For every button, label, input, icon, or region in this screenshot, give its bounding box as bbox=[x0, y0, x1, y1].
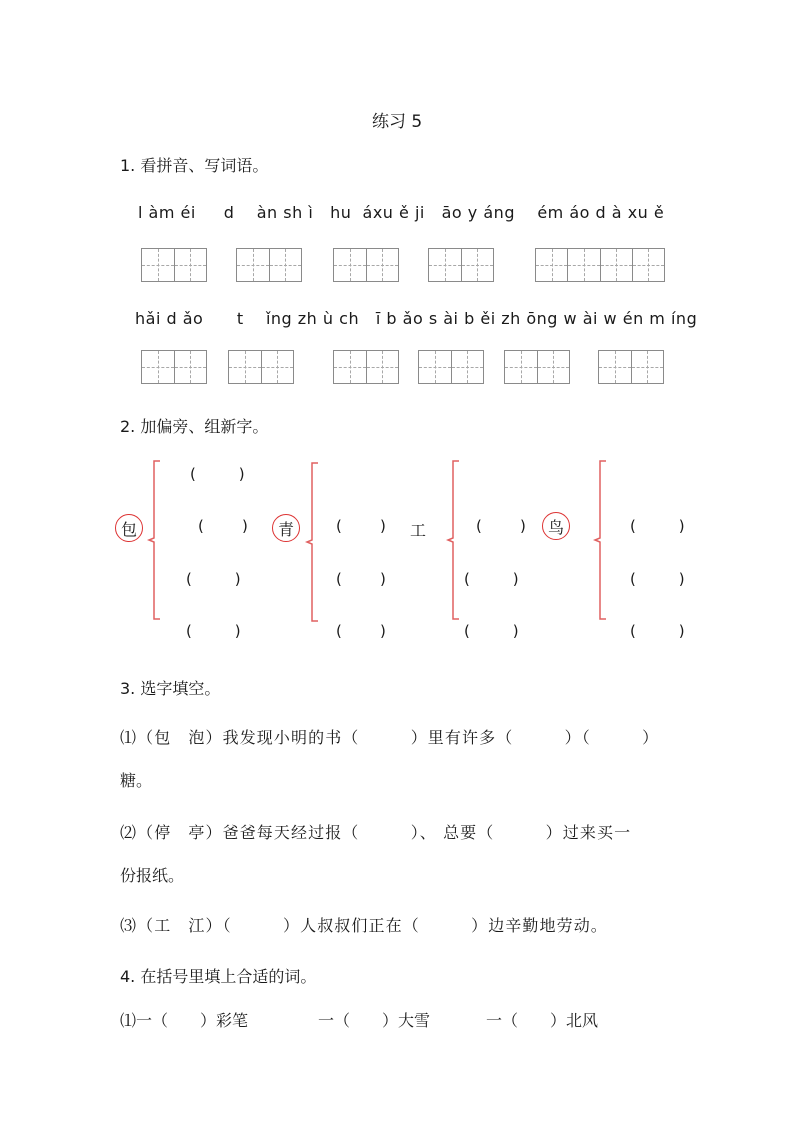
writing-grid[interactable] bbox=[504, 350, 570, 384]
fill-item-1-line2: 糖。 bbox=[120, 771, 153, 790]
answer-paren[interactable]: ( ) bbox=[336, 570, 386, 588]
base-char-circle bbox=[272, 514, 300, 542]
answer-paren[interactable]: ( ) bbox=[630, 517, 685, 535]
writing-grid[interactable] bbox=[236, 248, 302, 282]
writing-grid[interactable] bbox=[535, 248, 665, 282]
word-item-1a: ⑴一（ ）彩笔 bbox=[120, 1011, 249, 1030]
answer-paren[interactable]: ( ) bbox=[630, 622, 685, 640]
writing-grid[interactable] bbox=[428, 248, 494, 282]
fill-item-1-line1: ⑴（包 泡）我发现小明的书（ ）里有许多（ ）（ ） bbox=[120, 728, 660, 747]
fill-item-2-line1: ⑵（停 亭）爸爸每天经过报（ ）、 总要（ ）过来买一 bbox=[120, 823, 632, 842]
base-char: 包 bbox=[120, 519, 137, 539]
answer-paren[interactable]: ( ) bbox=[186, 622, 241, 640]
base-char: 鸟 bbox=[547, 517, 564, 537]
answer-paren[interactable]: ( ) bbox=[198, 517, 248, 535]
section4-heading: 4. 在括号里填上合适的词。 bbox=[120, 967, 317, 986]
answer-paren[interactable]: ( ) bbox=[464, 622, 519, 640]
answer-paren[interactable]: ( ) bbox=[190, 465, 245, 483]
base-char-circle bbox=[115, 514, 143, 542]
page-title: 练习 5 bbox=[372, 112, 423, 132]
section1-heading: 1. 看拼音、写词语。 bbox=[120, 156, 269, 175]
writing-grid[interactable] bbox=[228, 350, 294, 384]
pinyin-row1: l àm éi d àn sh ì hu áxu ě ji āo y áng ém áo d à xu ě bbox=[138, 203, 665, 222]
section2-heading: 2. 加偏旁、组新字。 bbox=[120, 417, 269, 436]
answer-paren[interactable]: ( ) bbox=[336, 622, 386, 640]
writing-grid[interactable] bbox=[418, 350, 484, 384]
fill-item-3-line1: ⑶（工 江）（ ）人叔叔们正在（ ）边辛勤地劳动。 bbox=[120, 916, 608, 935]
answer-paren[interactable]: ( ) bbox=[464, 570, 519, 588]
fill-item-2-line2: 份报纸。 bbox=[120, 866, 185, 885]
brace bbox=[594, 460, 608, 620]
brace bbox=[447, 460, 461, 620]
answer-paren[interactable]: ( ) bbox=[476, 517, 526, 535]
brace bbox=[148, 460, 162, 620]
pinyin-row2: hǎi d ǎo t ǐng zh ù ch ī b ǎo s ài b ěi zh ōng w ài w én m íng bbox=[135, 309, 698, 328]
writing-grid[interactable] bbox=[333, 248, 399, 282]
answer-paren[interactable]: ( ) bbox=[630, 570, 685, 588]
writing-grid[interactable] bbox=[598, 350, 664, 384]
brace bbox=[306, 462, 320, 622]
writing-grid[interactable] bbox=[141, 350, 207, 384]
word-item-1c: 一（ ）北风 bbox=[486, 1011, 599, 1030]
answer-paren[interactable]: ( ) bbox=[186, 570, 241, 588]
word-item-1b: 一（ ）大雪 bbox=[318, 1011, 431, 1030]
base-char: 工 bbox=[410, 521, 427, 540]
writing-grid[interactable] bbox=[333, 350, 399, 384]
base-char-circle bbox=[542, 512, 570, 540]
answer-paren[interactable]: ( ) bbox=[336, 517, 386, 535]
section3-heading: 3. 选字填空。 bbox=[120, 679, 221, 698]
writing-grid[interactable] bbox=[141, 248, 207, 282]
base-char: 青 bbox=[277, 519, 294, 539]
